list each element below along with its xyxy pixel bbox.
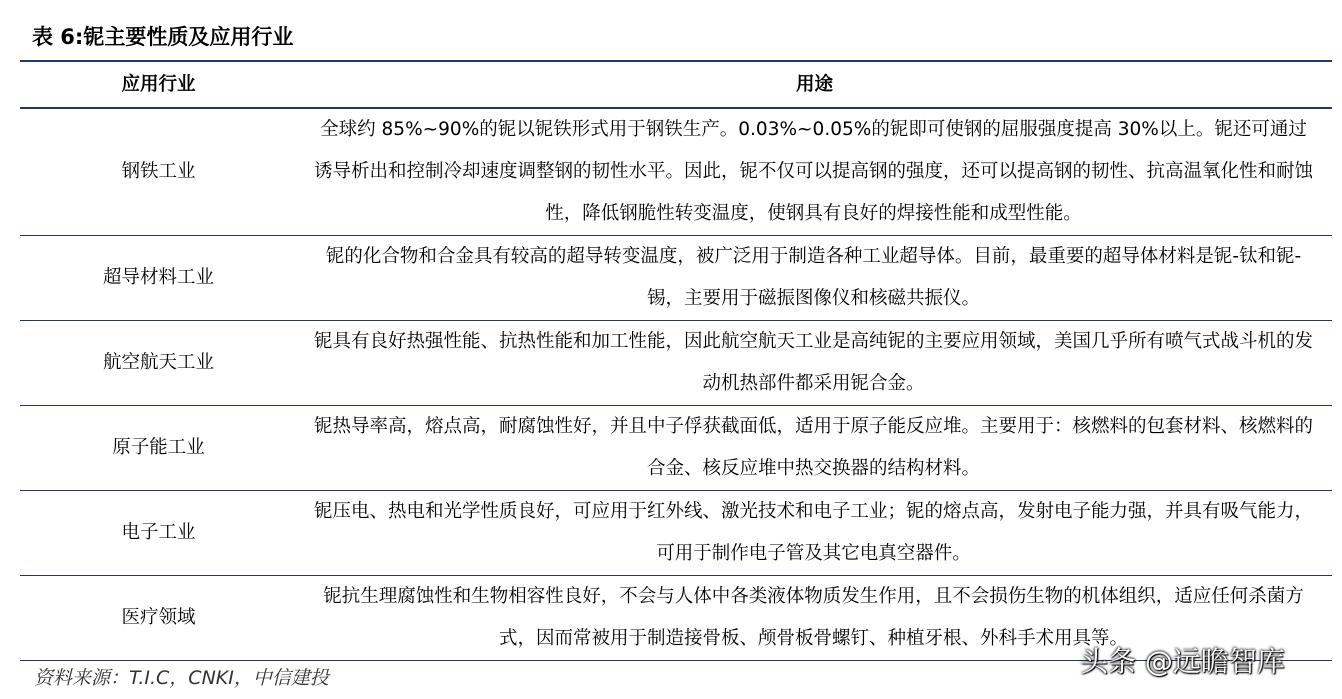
- table-row: [20, 108, 1332, 236]
- table-row: [20, 491, 1332, 576]
- table-header-row: [20, 61, 1332, 108]
- industry-cell: 钢铁工业: [20, 108, 297, 236]
- industry-cell: 原子能工业: [20, 406, 297, 491]
- table-row: [20, 406, 1332, 491]
- industry-cell: 电子工业: [20, 491, 297, 576]
- usage-cell: 铌抗生理腐蚀性和生物相容性良好，不会与人体中各类液体物质发生作用，且不会损伤生物的机体组织，适应任何杀菌方式，因而常被用于制造接骨板、颅骨板骨螺钉、种植牙根、外科手术用具等。: [297, 576, 1332, 661]
- niobium-applications-table: [20, 60, 1332, 661]
- industry-cell: 超导材料工业: [20, 236, 297, 321]
- usage-cell: 全球约 85%~90%的铌以铌铁形式用于钢铁生产。0.03%~0.05%的铌即可使钢的屈服强度提高 30%以上。铌还可通过诱导析出和控制冷却速度调整钢的韧性水平。因此，铌不仅可以提高钢的强度，还可以提高钢的韧性、抗高温氧化性和耐蚀性，降低钢脆性转变温度，使钢具有良好的焊接性能和成型性能。: [297, 108, 1332, 236]
- industry-cell: 航空航天工业: [20, 321, 297, 406]
- table-title: 表 6:铌主要性质及应用行业: [32, 25, 294, 49]
- industry-cell: 医疗领域: [20, 576, 297, 661]
- usage-cell: 铌热导率高，熔点高，耐腐蚀性好，并且中子俘获截面低，适用于原子能反应堆。主要用于：核燃料的包套材料、核燃料的合金、核反应堆中热交换器的结构材料。: [297, 406, 1332, 491]
- header-industry: 应用行业: [20, 61, 297, 108]
- source-note: 资料来源：T.I.C，CNKI，中信建投: [34, 667, 329, 689]
- table-row: [20, 236, 1332, 321]
- watermark: 头条 @远瞻智库: [1080, 645, 1285, 678]
- usage-cell: 铌压电、热电和光学性质良好，可应用于红外线、激光技术和电子工业；铌的熔点高，发射电子能力强，并具有吸气能力，可用于制作电子管及其它电真空器件。: [297, 491, 1332, 576]
- table-row: [20, 321, 1332, 406]
- header-usage: 用途: [297, 61, 1332, 108]
- usage-cell: 铌的化合物和合金具有较高的超导转变温度，被广泛用于制造各种工业超导体。目前，最重要的超导体材料是铌-钛和铌-锡，主要用于磁振图像仪和核磁共振仪。: [297, 236, 1332, 321]
- usage-cell: 铌具有良好热强性能、抗热性能和加工性能，因此航空航天工业是高纯铌的主要应用领域，美国几乎所有喷气式战斗机的发动机热部件都采用铌合金。: [297, 321, 1332, 406]
